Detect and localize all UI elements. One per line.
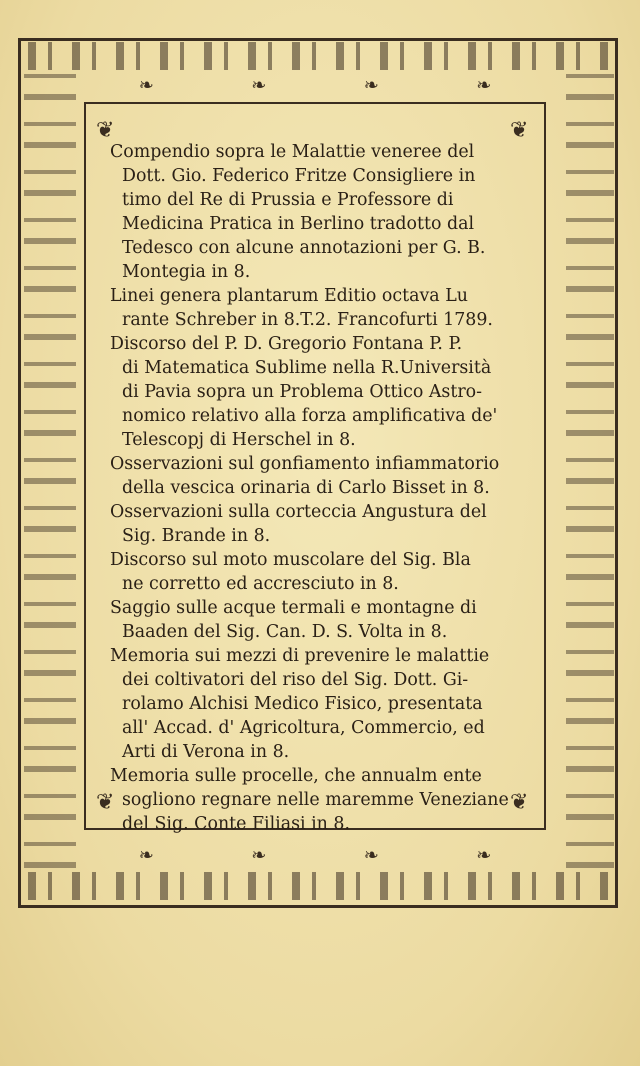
entry-line: all' Accad. d' Agricoltura, Commercio, ed — [122, 718, 485, 738]
entry-line: ne corretto ed accresciuto in 8. — [122, 574, 399, 594]
catalogue-entry — [110, 596, 525, 644]
entry-line: Osservazioni sulla corteccia Angustura del — [110, 502, 487, 522]
catalogue-entry — [110, 284, 525, 332]
entry-line: Linei genera plantarum Editio octava Lu — [110, 286, 468, 306]
catalogue-entry — [110, 644, 525, 764]
entry-line: timo del Re di Prussia e Professore di — [122, 190, 454, 210]
entry-line: dei coltivatori del riso del Sig. Dott. Gi- — [122, 670, 469, 690]
entry-line: Saggio sulle acque termali e montagne di — [110, 598, 477, 618]
entry-line: della vescica orinaria di Carlo Bisset in 8. — [122, 478, 490, 498]
swag-ornament-icon: ❧ — [476, 74, 492, 96]
entry-line: Discorso del P. D. Gregorio Fontana P. P. — [110, 334, 463, 354]
catalogue-entry — [110, 452, 525, 500]
entry-line: di Pavia sopra un Problema Ottico Astro- — [122, 382, 482, 402]
corner-ornament-icon: ❦ — [510, 118, 529, 143]
entry-line: Discorso sul moto muscolare del Sig. Bla — [110, 550, 471, 570]
swag-ornament-icon: ❧ — [476, 844, 492, 866]
entry-line: Memoria sulle procelle, che annualm ente — [110, 766, 482, 786]
entry-line: Sig. Brande in 8. — [122, 526, 271, 546]
entry-line: sogliono regnare nelle maremme Veneziane — [122, 790, 509, 810]
swag-ornament-icon: ❧ — [363, 844, 379, 866]
entry-line: Arti di Verona in 8. — [122, 742, 290, 762]
swag-row-bottom — [90, 844, 540, 866]
swag-ornament-icon: ❧ — [251, 844, 267, 866]
entry-line: rolamo Alchisi Medico Fisico, presentata — [122, 694, 483, 714]
swag-ornament-icon: ❧ — [363, 74, 379, 96]
catalogue-entry — [110, 548, 525, 596]
entry-line: Memoria sui mezzi di prevenire le malattie — [110, 646, 490, 666]
swag-ornament-icon: ❧ — [138, 844, 154, 866]
entry-line: Tedesco con alcune annotazioni per G. B. — [122, 238, 486, 258]
corner-ornament-icon: ❦ — [510, 790, 529, 815]
catalogue-entry — [110, 140, 525, 284]
catalogue-entry — [110, 764, 525, 836]
entry-line: Baaden del Sig. Can. D. S. Volta in 8. — [122, 622, 448, 642]
catalogue-entry — [110, 332, 525, 452]
entry-line: Montegia in 8. — [122, 262, 251, 282]
entry-line: rante Schreber in 8.T.2. Francofurti 1789. — [122, 310, 493, 330]
catalogue-text — [110, 140, 525, 836]
catalogue-entry — [110, 500, 525, 548]
entry-line: Telescopj di Herschel in 8. — [122, 430, 356, 450]
entry-line: Dott. Gio. Federico Fritze Consigliere in — [122, 166, 476, 186]
entry-line: del Sig. Conte Filiasi in 8. — [122, 814, 350, 834]
entry-line: Osservazioni sul gonfiamento infiammatorio — [110, 454, 500, 474]
corner-ornament-icon: ❦ — [96, 790, 115, 815]
entry-line: di Matematica Sublime nella R.Università — [122, 358, 492, 378]
swag-ornament-icon: ❧ — [251, 74, 267, 96]
swag-row-top — [90, 74, 540, 96]
swag-ornament-icon: ❧ — [138, 74, 154, 96]
entry-line: Medicina Pratica in Berlino tradotto dal — [122, 214, 475, 234]
entry-line: Compendio sopra le Malattie veneree del — [110, 142, 475, 162]
entry-line: nomico relativo alla forza amplificativa de' — [122, 406, 498, 426]
corner-ornament-icon: ❦ — [96, 118, 115, 143]
